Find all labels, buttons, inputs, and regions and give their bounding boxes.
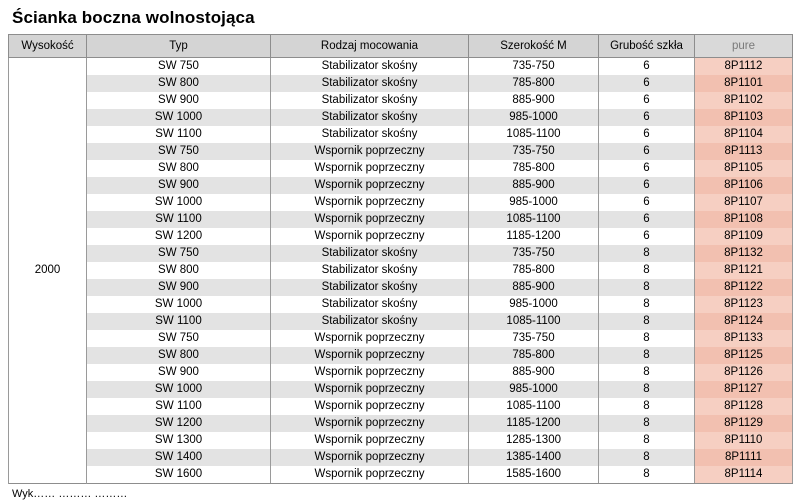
table-row xyxy=(9,211,793,228)
cell-typ: SW 800 xyxy=(87,262,271,279)
cell-kod-pure: 8P1104 xyxy=(695,126,793,143)
cell-typ: SW 1100 xyxy=(87,313,271,330)
cell-szerokosc: 735-750 xyxy=(469,58,599,76)
cell-typ: SW 900 xyxy=(87,364,271,381)
cell-szerokosc: 735-750 xyxy=(469,143,599,160)
cell-kod-pure: 8P1102 xyxy=(695,92,793,109)
cell-grubosc: 6 xyxy=(599,58,695,76)
cell-rodzaj-mocowania: Wspornik poprzeczny xyxy=(271,415,469,432)
cell-grubosc: 6 xyxy=(599,211,695,228)
specification-table xyxy=(8,34,793,484)
cell-szerokosc: 1185-1200 xyxy=(469,228,599,245)
cell-szerokosc: 885-900 xyxy=(469,364,599,381)
table-row xyxy=(9,109,793,126)
cell-grubosc: 8 xyxy=(599,449,695,466)
cell-kod-pure: 8P1101 xyxy=(695,75,793,92)
cell-szerokosc: 735-750 xyxy=(469,245,599,262)
cell-typ: SW 900 xyxy=(87,177,271,194)
cell-typ: SW 900 xyxy=(87,92,271,109)
cell-szerokosc: 1085-1100 xyxy=(469,211,599,228)
cell-grubosc: 8 xyxy=(599,398,695,415)
table-row xyxy=(9,398,793,415)
table-row xyxy=(9,449,793,466)
cell-szerokosc: 1085-1100 xyxy=(469,398,599,415)
cell-grubosc: 8 xyxy=(599,279,695,296)
cell-szerokosc: 1385-1400 xyxy=(469,449,599,466)
table-header xyxy=(9,35,793,58)
table-row xyxy=(9,58,793,76)
cell-typ: SW 750 xyxy=(87,330,271,347)
cell-kod-pure: 8P1110 xyxy=(695,432,793,449)
cell-szerokosc: 985-1000 xyxy=(469,381,599,398)
table-row xyxy=(9,228,793,245)
cell-kod-pure: 8P1111 xyxy=(695,449,793,466)
cell-rodzaj-mocowania: Wspornik poprzeczny xyxy=(271,160,469,177)
table-row xyxy=(9,177,793,194)
cell-kod-pure: 8P1103 xyxy=(695,109,793,126)
cell-rodzaj-mocowania: Wspornik poprzeczny xyxy=(271,194,469,211)
cell-kod-pure: 8P1114 xyxy=(695,466,793,484)
cell-grubosc: 6 xyxy=(599,228,695,245)
cell-grubosc: 8 xyxy=(599,296,695,313)
cell-typ: SW 1600 xyxy=(87,466,271,484)
table-row xyxy=(9,347,793,364)
cell-kod-pure: 8P1108 xyxy=(695,211,793,228)
cell-szerokosc: 1085-1100 xyxy=(469,313,599,330)
footnote: Wyk…… ……… ……… xyxy=(12,488,128,500)
cell-szerokosc: 885-900 xyxy=(469,92,599,109)
cell-kod-pure: 8P1125 xyxy=(695,347,793,364)
cell-kod-pure: 8P1112 xyxy=(695,58,793,76)
cell-grubosc: 8 xyxy=(599,432,695,449)
cell-szerokosc: 1585-1600 xyxy=(469,466,599,484)
cell-rodzaj-mocowania: Wspornik poprzeczny xyxy=(271,432,469,449)
cell-rodzaj-mocowania: Stabilizator skośny xyxy=(271,109,469,126)
cell-grubosc: 8 xyxy=(599,347,695,364)
cell-szerokosc: 735-750 xyxy=(469,330,599,347)
cell-typ: SW 1000 xyxy=(87,296,271,313)
cell-kod-pure: 8P1107 xyxy=(695,194,793,211)
cell-typ: SW 1100 xyxy=(87,211,271,228)
cell-grubosc: 8 xyxy=(599,313,695,330)
cell-szerokosc: 985-1000 xyxy=(469,109,599,126)
cell-typ: SW 1100 xyxy=(87,398,271,415)
column-header-wysokosc: Wysokość xyxy=(9,35,87,58)
cell-rodzaj-mocowania: Stabilizator skośny xyxy=(271,262,469,279)
cell-grubosc: 8 xyxy=(599,364,695,381)
table-row xyxy=(9,364,793,381)
cell-kod-pure: 8P1127 xyxy=(695,381,793,398)
cell-rodzaj-mocowania: Wspornik poprzeczny xyxy=(271,347,469,364)
table-body xyxy=(9,58,793,484)
cell-szerokosc: 1285-1300 xyxy=(469,432,599,449)
cell-typ: SW 1200 xyxy=(87,415,271,432)
cell-grubosc: 8 xyxy=(599,466,695,484)
cell-grubosc: 6 xyxy=(599,194,695,211)
cell-rodzaj-mocowania: Wspornik poprzeczny xyxy=(271,364,469,381)
cell-typ: SW 1100 xyxy=(87,126,271,143)
cell-kod-pure: 8P1121 xyxy=(695,262,793,279)
cell-rodzaj-mocowania: Stabilizator skośny xyxy=(271,126,469,143)
cell-kod-pure: 8P1123 xyxy=(695,296,793,313)
cell-rodzaj-mocowania: Wspornik poprzeczny xyxy=(271,381,469,398)
cell-typ: SW 1300 xyxy=(87,432,271,449)
column-header-pure: pure xyxy=(695,35,793,58)
cell-typ: SW 1000 xyxy=(87,381,271,398)
cell-rodzaj-mocowania: Wspornik poprzeczny xyxy=(271,449,469,466)
cell-typ: SW 750 xyxy=(87,58,271,76)
cell-szerokosc: 785-800 xyxy=(469,75,599,92)
table-row xyxy=(9,160,793,177)
cell-rodzaj-mocowania: Wspornik poprzeczny xyxy=(271,211,469,228)
cell-rodzaj-mocowania: Stabilizator skośny xyxy=(271,58,469,76)
table-header-row xyxy=(9,35,793,58)
cell-kod-pure: 8P1105 xyxy=(695,160,793,177)
cell-rodzaj-mocowania: Wspornik poprzeczny xyxy=(271,177,469,194)
table-row xyxy=(9,245,793,262)
column-header-grubosc-szkla: Grubość szkła xyxy=(599,35,695,58)
table-row xyxy=(9,194,793,211)
cell-typ: SW 1200 xyxy=(87,228,271,245)
cell-rodzaj-mocowania: Stabilizator skośny xyxy=(271,296,469,313)
page-title: Ścianka boczna wolnostojąca xyxy=(12,8,255,27)
cell-rodzaj-mocowania: Stabilizator skośny xyxy=(271,313,469,330)
cell-szerokosc: 885-900 xyxy=(469,279,599,296)
cell-kod-pure: 8P1132 xyxy=(695,245,793,262)
cell-grubosc: 6 xyxy=(599,126,695,143)
cell-rodzaj-mocowania: Wspornik poprzeczny xyxy=(271,466,469,484)
cell-kod-pure: 8P1109 xyxy=(695,228,793,245)
cell-kod-pure: 8P1126 xyxy=(695,364,793,381)
cell-rodzaj-mocowania: Wspornik poprzeczny xyxy=(271,143,469,160)
cell-grubosc: 6 xyxy=(599,75,695,92)
table-row xyxy=(9,126,793,143)
cell-rodzaj-mocowania: Stabilizator skośny xyxy=(271,245,469,262)
cell-szerokosc: 785-800 xyxy=(469,160,599,177)
cell-rodzaj-mocowania: Stabilizator skośny xyxy=(271,75,469,92)
table-row xyxy=(9,381,793,398)
cell-typ: SW 800 xyxy=(87,160,271,177)
cell-kod-pure: 8P1124 xyxy=(695,313,793,330)
cell-grubosc: 6 xyxy=(599,177,695,194)
column-header-rodzaj-mocowania: Rodzaj mocowania xyxy=(271,35,469,58)
cell-grubosc: 8 xyxy=(599,415,695,432)
cell-szerokosc: 785-800 xyxy=(469,347,599,364)
cell-typ: SW 800 xyxy=(87,75,271,92)
cell-typ: SW 750 xyxy=(87,245,271,262)
column-header-typ: Typ xyxy=(87,35,271,58)
table-row xyxy=(9,143,793,160)
cell-szerokosc: 1085-1100 xyxy=(469,126,599,143)
cell-grubosc: 6 xyxy=(599,109,695,126)
cell-kod-pure: 8P1122 xyxy=(695,279,793,296)
cell-szerokosc: 985-1000 xyxy=(469,296,599,313)
cell-kod-pure: 8P1113 xyxy=(695,143,793,160)
cell-wysokosc: 2000 xyxy=(9,58,87,484)
table-row xyxy=(9,330,793,347)
cell-grubosc: 6 xyxy=(599,143,695,160)
cell-rodzaj-mocowania: Stabilizator skośny xyxy=(271,279,469,296)
cell-szerokosc: 985-1000 xyxy=(469,194,599,211)
cell-grubosc: 8 xyxy=(599,381,695,398)
cell-rodzaj-mocowania: Wspornik poprzeczny xyxy=(271,330,469,347)
cell-grubosc: 6 xyxy=(599,92,695,109)
cell-kod-pure: 8P1128 xyxy=(695,398,793,415)
cell-grubosc: 8 xyxy=(599,330,695,347)
table-row xyxy=(9,296,793,313)
column-header-szerokosc: Szerokość M xyxy=(469,35,599,58)
cell-szerokosc: 885-900 xyxy=(469,177,599,194)
cell-szerokosc: 1185-1200 xyxy=(469,415,599,432)
cell-grubosc: 6 xyxy=(599,160,695,177)
cell-kod-pure: 8P1129 xyxy=(695,415,793,432)
cell-typ: SW 1400 xyxy=(87,449,271,466)
cell-kod-pure: 8P1106 xyxy=(695,177,793,194)
table-row xyxy=(9,313,793,330)
table-row xyxy=(9,415,793,432)
cell-rodzaj-mocowania: Wspornik poprzeczny xyxy=(271,228,469,245)
cell-szerokosc: 785-800 xyxy=(469,262,599,279)
cell-kod-pure: 8P1133 xyxy=(695,330,793,347)
cell-typ: SW 900 xyxy=(87,279,271,296)
table-row xyxy=(9,92,793,109)
cell-rodzaj-mocowania: Wspornik poprzeczny xyxy=(271,398,469,415)
cell-grubosc: 8 xyxy=(599,245,695,262)
cell-typ: SW 1000 xyxy=(87,194,271,211)
table-row xyxy=(9,432,793,449)
cell-grubosc: 8 xyxy=(599,262,695,279)
cell-typ: SW 1000 xyxy=(87,109,271,126)
cell-typ: SW 750 xyxy=(87,143,271,160)
cell-rodzaj-mocowania: Stabilizator skośny xyxy=(271,92,469,109)
table-row xyxy=(9,75,793,92)
table-row xyxy=(9,279,793,296)
table-row xyxy=(9,262,793,279)
cell-typ: SW 800 xyxy=(87,347,271,364)
